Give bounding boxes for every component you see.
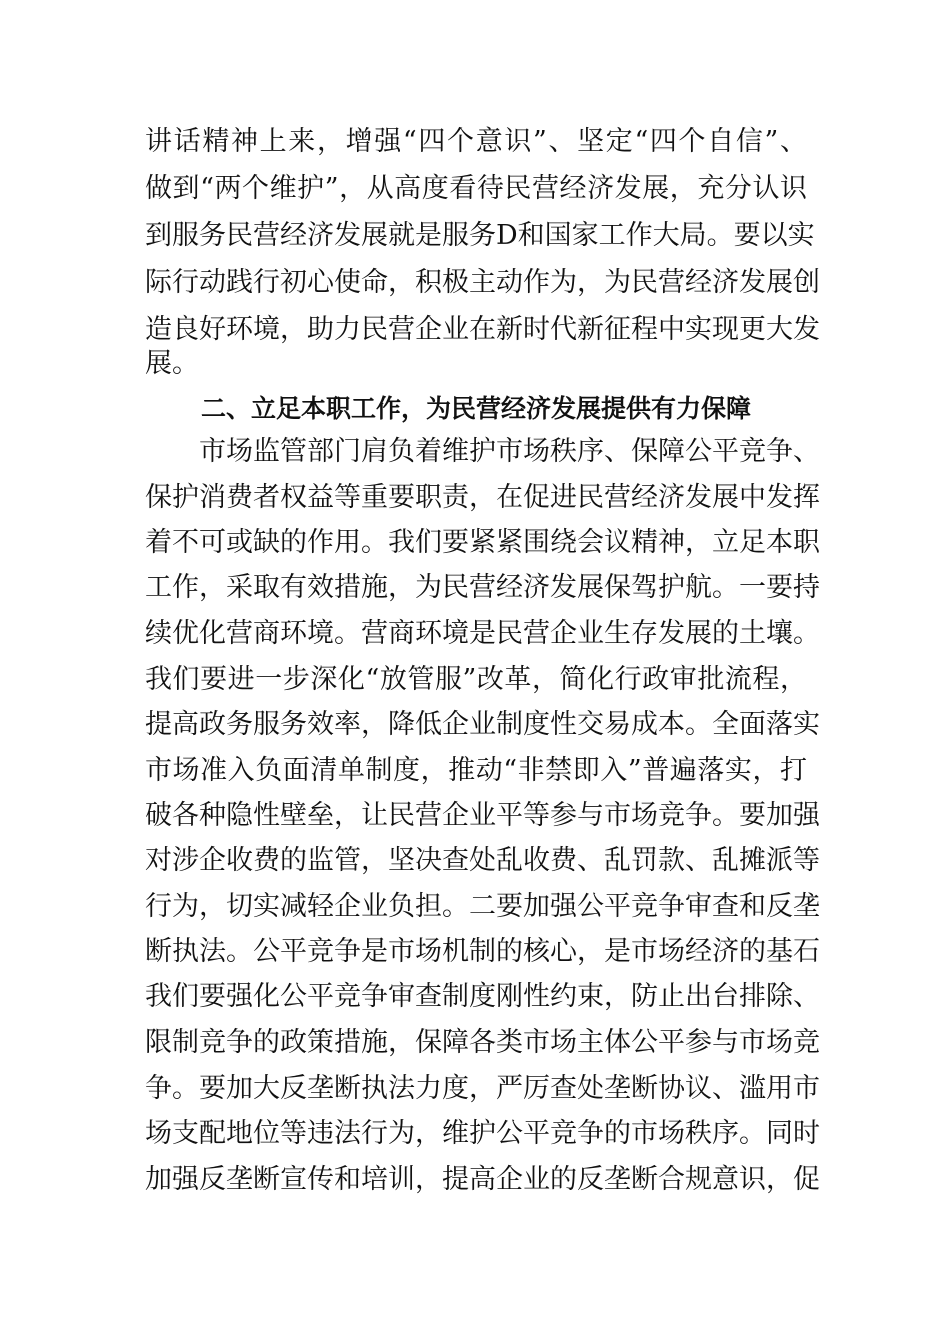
- section-heading: 二、立足本职工作，为民营经济发展提供有力保障: [200, 394, 751, 423]
- paragraph-line: 展。: [145, 348, 199, 379]
- paragraph-line: 限制竞争的政策措施，保障各类市场主体公平参与市场竞: [145, 1027, 820, 1058]
- paragraph-line: 我们要进一步深化“放管服”改革，简化行政审批流程，: [145, 664, 807, 695]
- paragraph-line: 做到“两个维护”，从高度看待民营经济发展，充分认识: [145, 173, 807, 204]
- paragraph-line: 对涉企收费的监管，坚决查处乱收费、乱罚款、乱摊派等: [145, 845, 820, 876]
- paragraph-line: 市场监管部门肩负着维护市场秩序、保障公平竞争、: [199, 436, 820, 467]
- paragraph-line: 保护消费者权益等重要职责，在促进民营经济发展中发挥: [145, 482, 820, 513]
- paragraph-line: 市场准入负面清单制度，推动“非禁即入”普遍落实，打: [145, 755, 807, 786]
- paragraph-line: 争。要加大反垄断执法力度，严厉查处垄断协议、滥用市: [145, 1073, 820, 1104]
- paragraph-line: 提高政务服务效率，降低企业制度性交易成本。全面落实: [145, 709, 820, 740]
- paragraph-line: 讲话精神上来，增强“四个意识”、坚定“四个自信”、: [145, 126, 807, 157]
- paragraph-line: 造良好环境，助力民营企业在新时代新征程中实现更大发: [145, 314, 820, 345]
- paragraph-line: 到服务民营经济发展就是服务D和国家工作大局。要以实: [145, 220, 815, 251]
- paragraph-line: 续优化营商环境。营商环境是民营企业生存发展的土壤。: [145, 618, 820, 649]
- paragraph-line: 工作，采取有效措施，为民营经济发展保驾护航。一要持: [145, 572, 820, 603]
- paragraph-line: 我们要强化公平竞争审查制度刚性约束，防止出台排除、: [145, 981, 820, 1012]
- paragraph-line: 加强反垄断宣传和培训，提高企业的反垄断合规意识，促: [145, 1164, 820, 1195]
- paragraph-line: 断执法。公平竞争是市场机制的核心，是市场经济的基石: [145, 936, 820, 967]
- paragraph-line: 破各种隐性壁垒，让民营企业平等参与市场竞争。要加强: [145, 800, 820, 831]
- paragraph-line: 际行动践行初心使命，积极主动作为，为民营经济发展创: [145, 267, 820, 298]
- paragraph-line: 行为，切实减轻企业负担。二要加强公平竞争审查和反垄: [145, 891, 820, 922]
- paragraph-line: 场支配地位等违法行为，维护公平竞争的市场秩序。同时: [145, 1118, 820, 1149]
- paragraph-line: 着不可或缺的作用。我们要紧紧围绕会议精神，立足本职: [145, 527, 820, 558]
